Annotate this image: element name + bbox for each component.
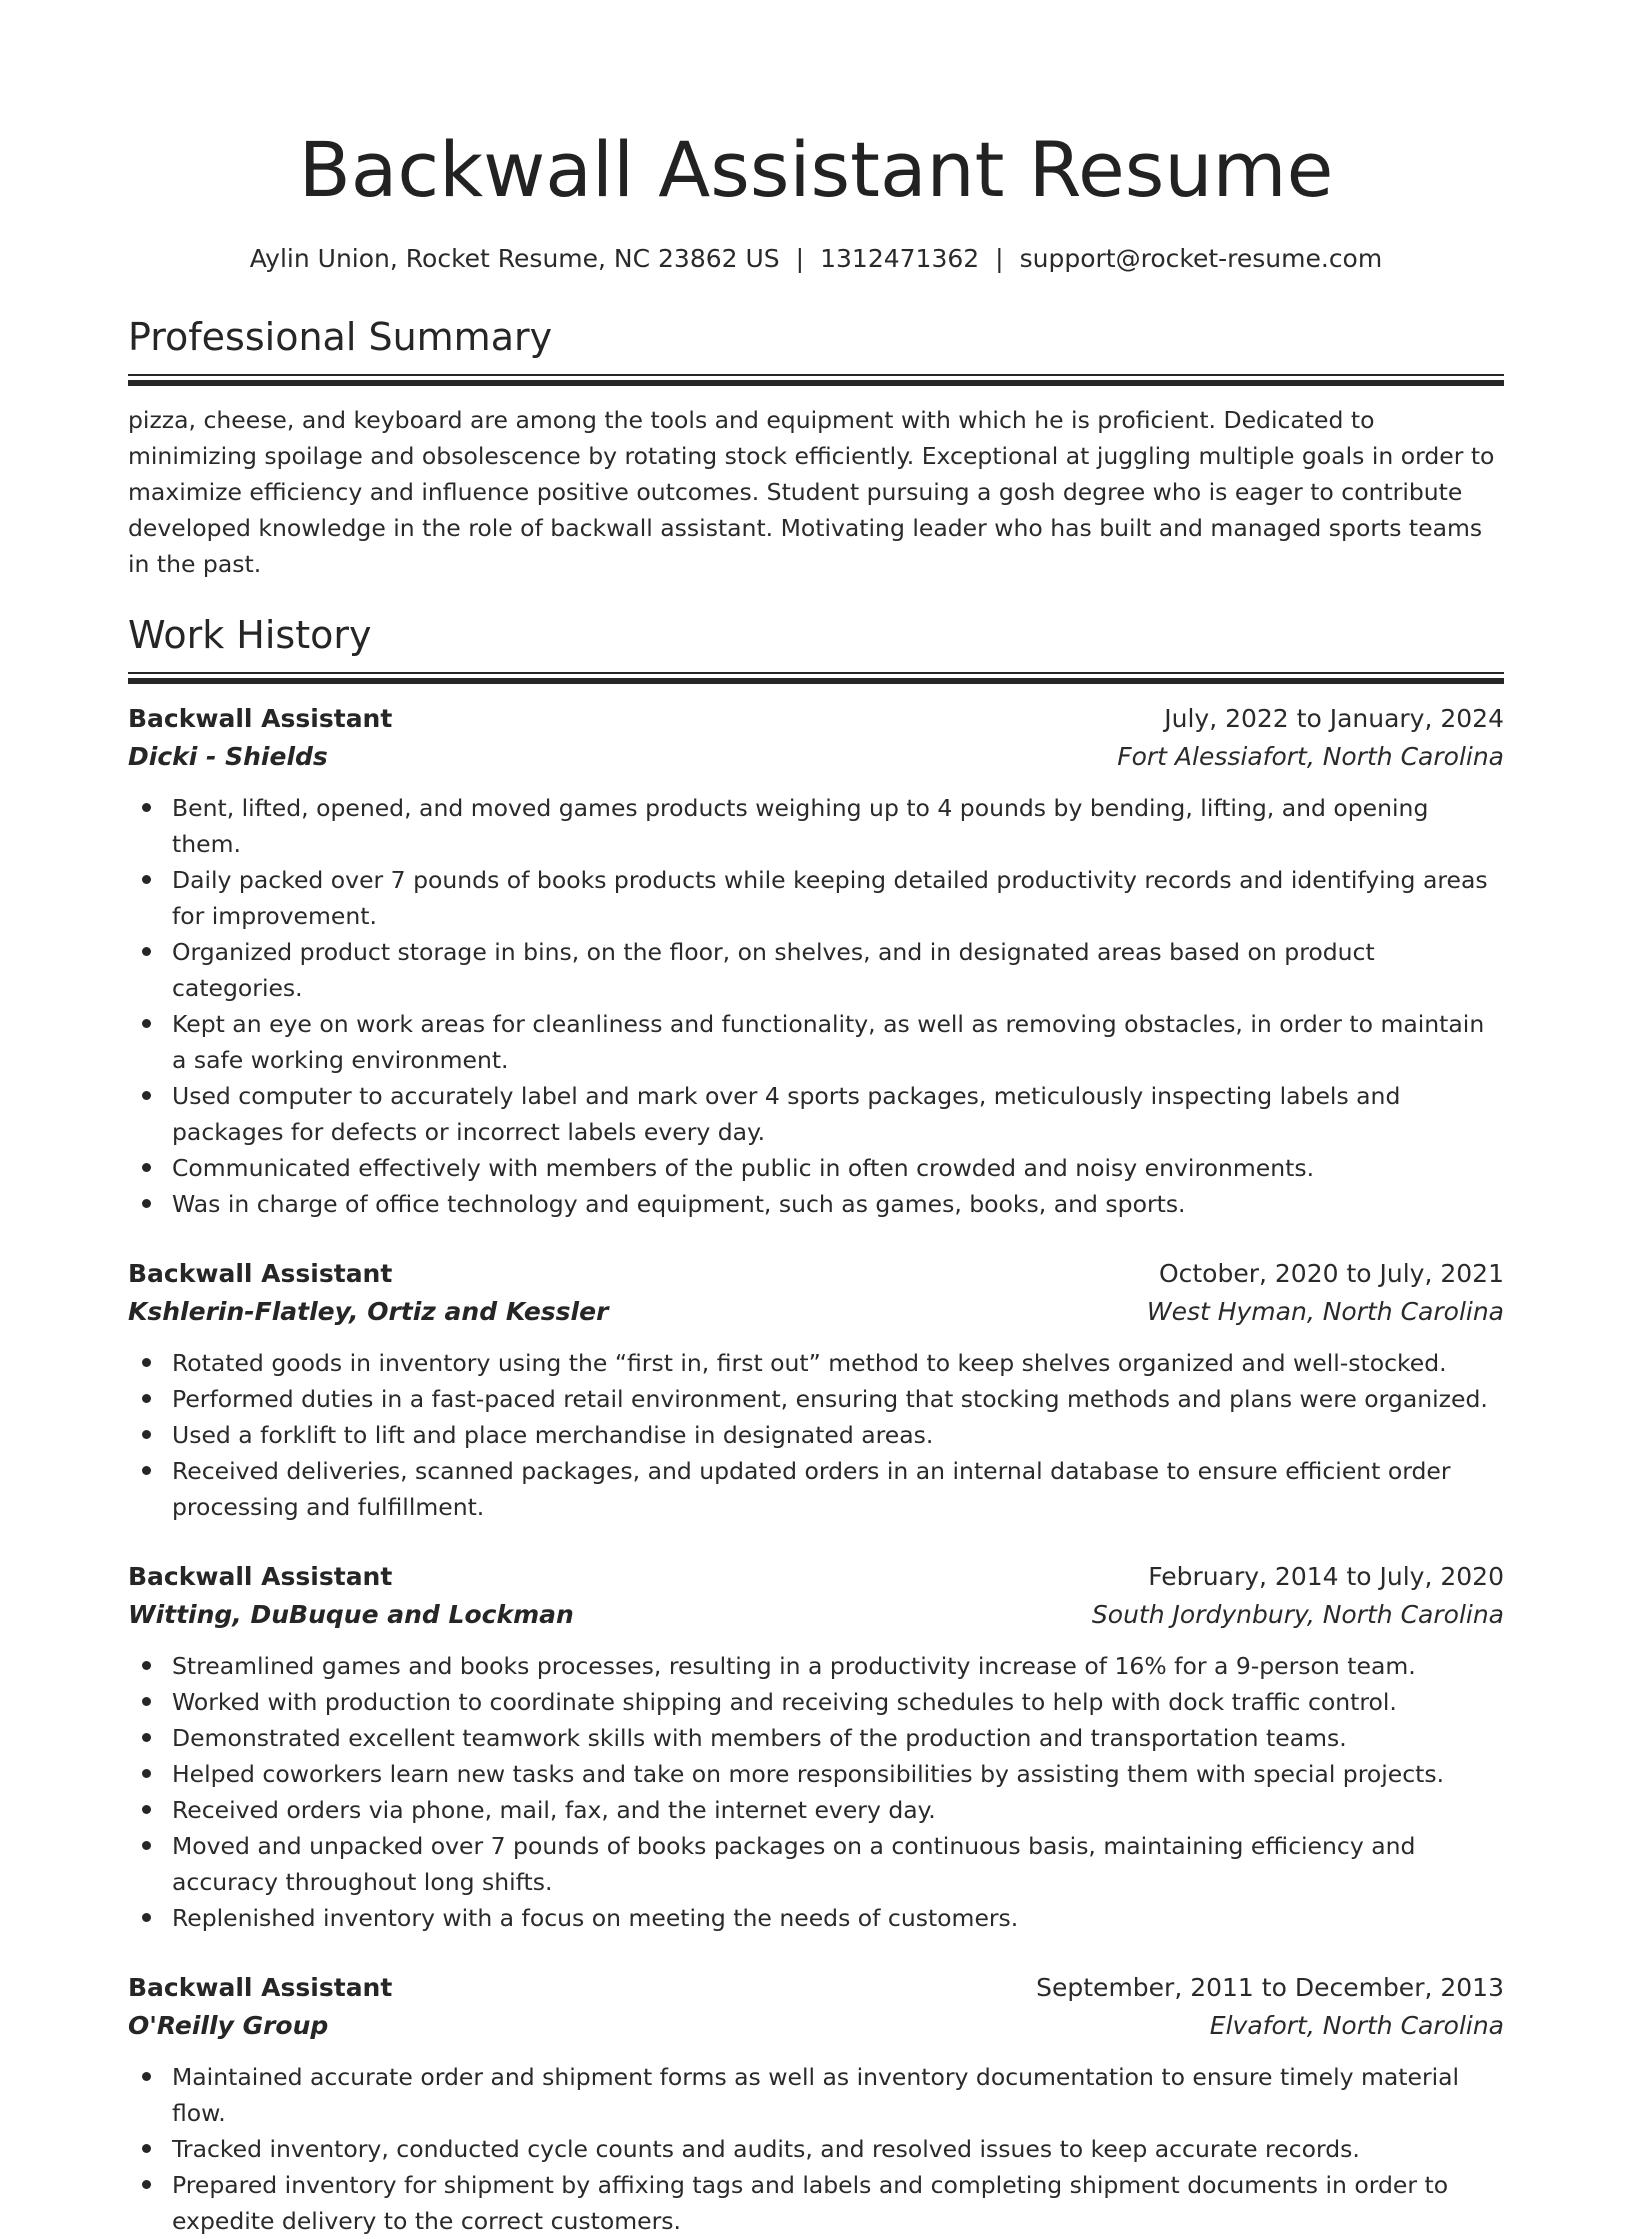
contact-address: Aylin Union, Rocket Resume, NC 23862 US (249, 244, 780, 273)
job-title: Backwall Assistant (128, 1973, 393, 2002)
bullet-text: Rotated goods in inventory using the “first in, first out” method to keep shelves organized and well-stocked. (172, 1349, 1447, 1377)
job-title: Backwall Assistant (128, 704, 393, 733)
list-item (128, 1150, 1504, 1186)
list-item (128, 1453, 1504, 1525)
job-company-row (128, 1596, 1504, 1634)
bullet-text: Was in charge of office technology and equipment, such as games, books, and sports. (172, 1190, 1186, 1218)
job-entry (128, 1255, 1504, 1525)
job-location: West Hyman, North Carolina (1146, 1297, 1504, 1326)
list-item (128, 2059, 1504, 2131)
job-bullet-list (128, 1648, 1504, 1936)
contact-separator: | (795, 244, 805, 273)
resume-page (128, 0, 1504, 2239)
bullet-text: Used a forklift to lift and place merchandise in designated areas. (172, 1421, 934, 1449)
bullet-text: Replenished inventory with a focus on meeting the needs of customers. (172, 1904, 1019, 1932)
job-entry (128, 1558, 1504, 1936)
list-item (128, 1756, 1504, 1792)
job-entry (128, 700, 1504, 1222)
bullet-text: Received orders via phone, mail, fax, and the internet every day. (172, 1796, 936, 1824)
list-item (128, 1078, 1504, 1150)
list-item (128, 1792, 1504, 1828)
bullet-icon (142, 2180, 151, 2189)
bullet-text: Organized product storage in bins, on the floor, on shelves, and in designated areas based on product categories. (172, 938, 1375, 1002)
bullet-text: Used computer to accurately label and mark over 4 sports packages, meticulously inspecting labels and packages for defects or incorrect labels every day. (172, 1082, 1401, 1146)
bullet-icon (142, 1805, 151, 1814)
list-item (128, 1828, 1504, 1900)
bullet-text: Performed duties in a fast-paced retail environment, ensuring that stocking methods and plans were organized. (172, 1385, 1488, 1413)
job-header-row (128, 1255, 1504, 1293)
bullet-text: Communicated effectively with members of the public in often crowded and noisy environments. (172, 1154, 1315, 1182)
job-dates: October, 2020 to July, 2021 (1158, 1259, 1504, 1288)
bullet-icon (142, 1697, 151, 1706)
list-item (128, 1186, 1504, 1222)
bullet-text: Demonstrated excellent teamwork skills with members of the production and transportation teams. (172, 1724, 1347, 1752)
list-item (128, 1720, 1504, 1756)
work-history-heading: Work History (128, 613, 372, 657)
bullet-icon (142, 1733, 151, 1742)
job-bullet-list (128, 790, 1504, 1222)
job-location: Elvafort, North Carolina (1209, 2011, 1504, 2040)
list-item (128, 934, 1504, 1006)
bullet-icon (142, 1199, 151, 1208)
job-entry (128, 1969, 1504, 2239)
bullet-icon (142, 1841, 151, 1850)
summary-heading: Professional Summary (128, 315, 553, 359)
bullet-text: Moved and unpacked over 7 pounds of books packages on a continuous basis, maintaining efficiency and accuracy throughout long shifts. (172, 1832, 1416, 1896)
job-bullet-list (128, 2059, 1504, 2239)
list-item (128, 1684, 1504, 1720)
job-company: Dicki - Shields (128, 742, 328, 771)
bullet-icon (142, 2144, 151, 2153)
list-item (128, 862, 1504, 934)
summary-text: pizza, cheese, and keyboard are among the tools and equipment with which he is proficient. Dedicated to minimizing spoilage and obsolescence by rotating stock efficiently. Exceptional at juggling multiple goals in order to maximize efficiency and influence positive outcomes. Student pursuing a gosh degree who is eager to contribute developed knowledge in the role of backwall assistant. Motivating leader who has built and managed sports teams in the past. (128, 406, 1495, 578)
job-company-row (128, 738, 1504, 776)
work-history-list (128, 700, 1504, 2239)
job-company-row (128, 2007, 1504, 2045)
bullet-icon (142, 1163, 151, 1172)
job-header-row (128, 700, 1504, 738)
job-dates: September, 2011 to December, 2013 (1036, 1973, 1504, 2002)
list-item (128, 790, 1504, 862)
list-item (128, 2167, 1504, 2239)
bullet-text: Helped coworkers learn new tasks and take on more responsibilities by assisting them with special projects. (172, 1760, 1445, 1788)
bullet-icon (142, 1913, 151, 1922)
section-divider (128, 374, 1504, 386)
job-bullet-list (128, 1345, 1504, 1525)
job-title: Backwall Assistant (128, 1562, 393, 1591)
bullet-text: Worked with production to coordinate shipping and receiving schedules to help with dock traffic control. (172, 1688, 1397, 1716)
job-location: South Jordynbury, North Carolina (1091, 1600, 1504, 1629)
job-location: Fort Alessiafort, North Carolina (1117, 742, 1504, 771)
contact-line (128, 242, 1504, 276)
bullet-text: Kept an eye on work areas for cleanliness and functionality, as well as removing obstacles, in order to maintain a safe working environment. (172, 1010, 1485, 1074)
job-dates: February, 2014 to July, 2020 (1148, 1562, 1504, 1591)
bullet-text: Prepared inventory for shipment by affixing tags and labels and completing shipment documents in order to expedite delivery to the correct customers. (172, 2171, 1449, 2235)
bullet-text: Daily packed over 7 pounds of books products while keeping detailed productivity records and identifying areas for improvement. (172, 866, 1488, 930)
page-title: Backwall Assistant Resume (298, 125, 1334, 214)
list-item (128, 1345, 1504, 1381)
bullet-icon (142, 875, 151, 884)
bullet-icon (142, 2072, 151, 2081)
list-item (128, 1648, 1504, 1684)
bullet-icon (142, 1019, 151, 1028)
job-company: Kshlerin-Flatley, Ortiz and Kessler (128, 1297, 609, 1326)
job-company: O'Reilly Group (128, 2011, 329, 2040)
list-item (128, 1381, 1504, 1417)
bullet-icon (142, 1394, 151, 1403)
bullet-icon (142, 1661, 151, 1670)
bullet-icon (142, 1430, 151, 1439)
job-header-row (128, 1969, 1504, 2007)
bullet-text: Tracked inventory, conducted cycle counts and audits, and resolved issues to keep accurate records. (172, 2135, 1360, 2163)
list-item (128, 1417, 1504, 1453)
contact-separator: | (995, 244, 1004, 273)
bullet-text: Streamlined games and books processes, resulting in a productivity increase of 16% for a 9-person team. (172, 1652, 1416, 1680)
contact-phone: 1312471362 (820, 244, 980, 273)
bullet-icon (142, 947, 151, 956)
job-dates: July, 2022 to January, 2024 (1164, 704, 1504, 733)
bullet-icon (142, 1769, 151, 1778)
bullet-icon (142, 1358, 151, 1367)
bullet-text: Bent, lifted, opened, and moved games products weighing up to 4 pounds by bending, lifting, and opening them. (172, 794, 1429, 858)
bullet-text: Maintained accurate order and shipment forms as well as inventory documentation to ensure timely material flow. (172, 2063, 1460, 2127)
list-item (128, 1006, 1504, 1078)
job-company: Witting, DuBuque and Lockman (128, 1600, 574, 1629)
list-item (128, 2131, 1504, 2167)
bullet-text: Received deliveries, scanned packages, and updated orders in an internal database to ensure efficient order processing and fulfillment. (172, 1457, 1451, 1521)
job-header-row (128, 1558, 1504, 1596)
section-divider (128, 672, 1504, 684)
job-title: Backwall Assistant (128, 1259, 393, 1288)
list-item (128, 1900, 1504, 1936)
contact-email: support@rocket-resume.com (1019, 244, 1383, 273)
bullet-icon (142, 1466, 151, 1475)
bullet-icon (142, 1091, 151, 1100)
job-company-row (128, 1293, 1504, 1331)
bullet-icon (142, 803, 151, 812)
